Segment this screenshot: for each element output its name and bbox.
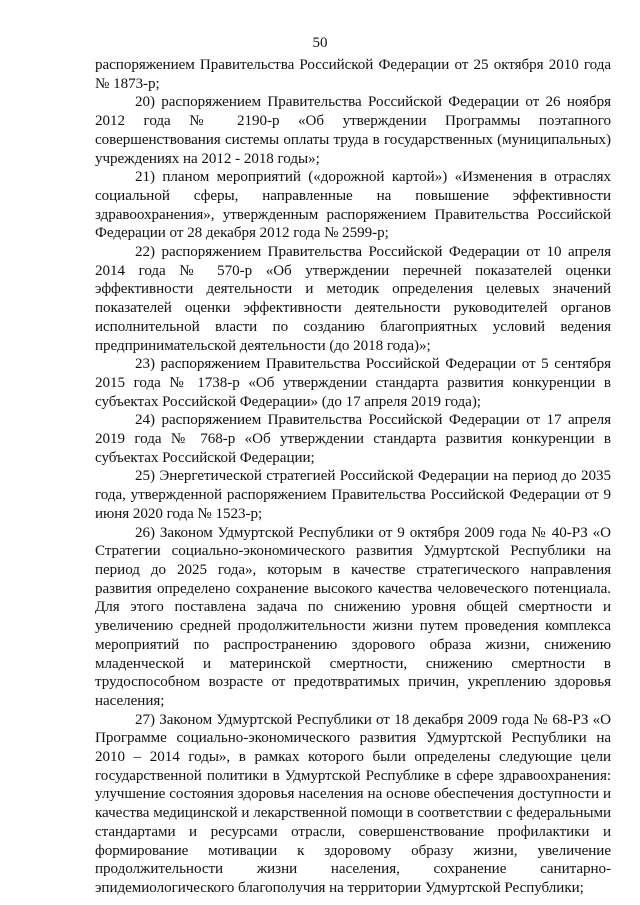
paragraph-item-21: 21) планом мероприятий («дорожной картой») «Изменения в отраслях социальной сферы, направленные на повышение эффективности здравоохранения», утвержденным распоряжением Правительства Российской Федерации от 28 декабря 2012 года № 2599-р;: [95, 169, 611, 242]
paragraph-item-25: 25) Энергетической стратегией Российской Федерации на период до 2035 года, утвержденной распоряжением Правительства Российской Федерации от 9 июня 2020 года № 1523-р;: [95, 468, 611, 522]
paragraph-item-20: 20) распоряжением Правительства Российской Федерации от 26 ноября 2012 года № 2190-р «Об утверждении Программы поэтапного совершенствования системы оплаты труда в государственных (муниципальных) учреждениях на 2012 - 2018 годы»;: [95, 94, 611, 167]
paragraph-item-27: 27) Законом Удмуртской Республики от 18 декабря 2009 года № 68-РЗ «О Программе социально-экономического развития Удмуртской Республики на 2010 – 2014 годы», в рамках которого были определены следующие цели государственной политики в Удмуртской Республике в сфере здравоохранения: улучшение состояния здоровья населения на основе обеспечения доступности и качества медицинской и лекарственной помощи в соответствии с федеральными стандартами и ресурсами отрасли, совершенствование профилактики и формирование мотивации к здоровому образу жизни, увеличение продолжительности жизни населения, сохранение санитарно-эпидемиологического благополучия на территории Удмуртской Республики;: [95, 711, 611, 896]
paragraph-item-22: 22) распоряжением Правительства Российской Федерации от 10 апреля 2014 года № 570-р «Об утверждении перечней показателей оценки эффективности деятельности и методик определения целевых значений показателей оценки эффективности деятельности руководителей органов исполнительной власти по созданию благоприятных условий ведения предпринимательской деятельности (до 2018 года)»;: [95, 244, 611, 354]
paragraph-continuation: распоряжением Правительства Российской Федерации от 25 октября 2010 года № 1873-р;: [95, 57, 611, 92]
paragraph-item-23: 23) распоряжением Правительства Российской Федерации от 5 сентября 2015 года № 1738-р «Об утверждении стандарта развития конкуренции в субъектах Российской Федерации» (до 17 апреля 2019 года);: [95, 356, 611, 410]
paragraph-item-26: 26) Законом Удмуртской Республики от 9 октября 2009 года № 40-РЗ «О Стратегии социально-экономического развития Удмуртской Республики на период до 2025 года», которым в качестве стратегического направления развития определено сохранение высокого качества человеческого потенциала. Для этого поставлена задача по снижению уровня общей смертности и увеличению средней продолжительности жизни путем проведения комплекса мероприятий по распространению здорового образа жизни, снижению младенческой и материнской смертности, снижению смертности в трудоспособном возрасте от предотвратимых причин, укреплению здоровья населения;: [95, 524, 611, 709]
document-text-body: [95, 56, 611, 898]
page-number: 50: [312, 35, 328, 51]
paragraph-item-24: 24) распоряжением Правительства Российской Федерации от 17 апреля 2019 года № 768-р «Об утверждении стандарта развития конкуренции в субъектах Российской Федерации;: [95, 412, 611, 466]
